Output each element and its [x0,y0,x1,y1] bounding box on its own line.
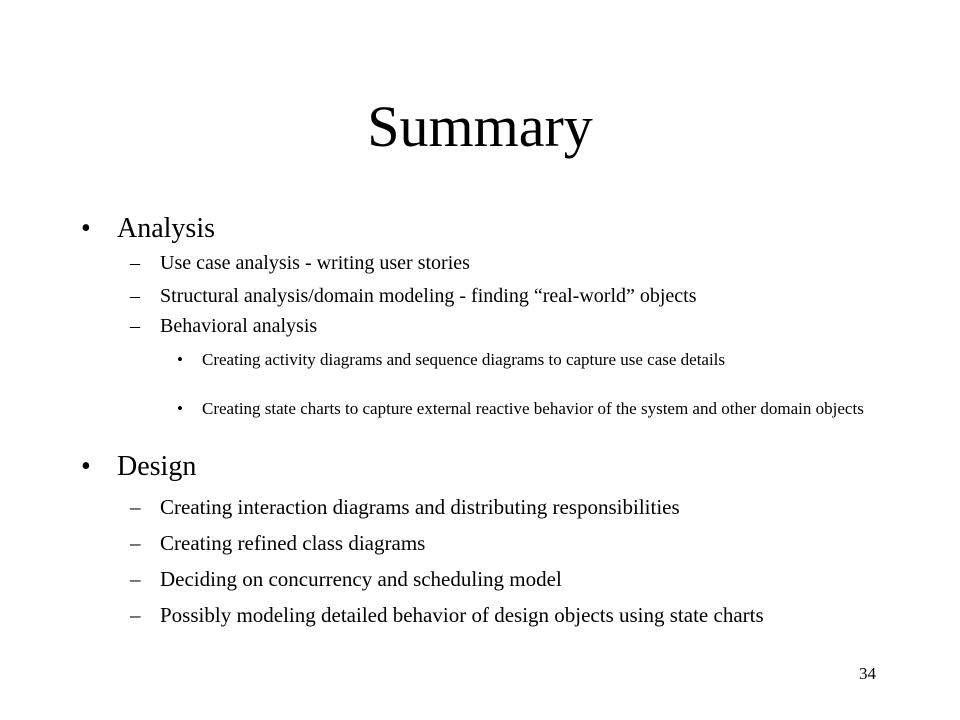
slide-title: Summary [367,94,593,159]
list-item-text: Behavioral analysis [160,315,318,337]
list-item [130,314,900,338]
list-item-text: Structural analysis/domain modeling - finding “real-world” objects [160,285,697,307]
section-heading-analysis [81,212,215,246]
section-heading-label: Analysis [117,213,215,244]
page-number: 34 [859,664,876,683]
list-item-text: Deciding on concurrency and scheduling model [160,567,562,591]
sub-list-item-text: Creating activity diagrams and sequence diagrams to capture use case details [202,350,726,369]
list-item [130,564,900,594]
list-item-text: Creating interaction diagrams and distributing responsibilities [160,495,680,519]
sub-list-item [177,350,882,370]
dash-icon: – [130,603,141,627]
bullet-icon: • [81,213,91,244]
bullet-icon: • [81,451,91,482]
dash-icon: – [130,252,140,274]
dash-icon: – [130,315,140,337]
list-item [130,492,900,522]
section-heading-label: Design [117,451,197,482]
dash-icon: – [130,531,141,555]
list-item [130,528,900,558]
bullet-icon: • [177,399,183,418]
dash-icon: – [130,495,141,519]
dash-icon: – [130,285,140,307]
list-item [130,284,900,308]
list-item [130,251,900,275]
sub-list-item [177,399,882,419]
list-item-text: Possibly modeling detailed behavior of design objects using state charts [160,603,764,627]
list-item-text: Creating refined class diagrams [160,531,426,555]
bullet-icon: • [177,350,183,369]
list-item-text: Use case analysis - writing user stories [160,252,470,274]
dash-icon: – [130,567,141,591]
section-heading-design [81,450,197,484]
sub-list-item-text: Creating state charts to capture external reactive behavior of the system and other domain objects [202,399,864,418]
list-item [130,600,880,630]
